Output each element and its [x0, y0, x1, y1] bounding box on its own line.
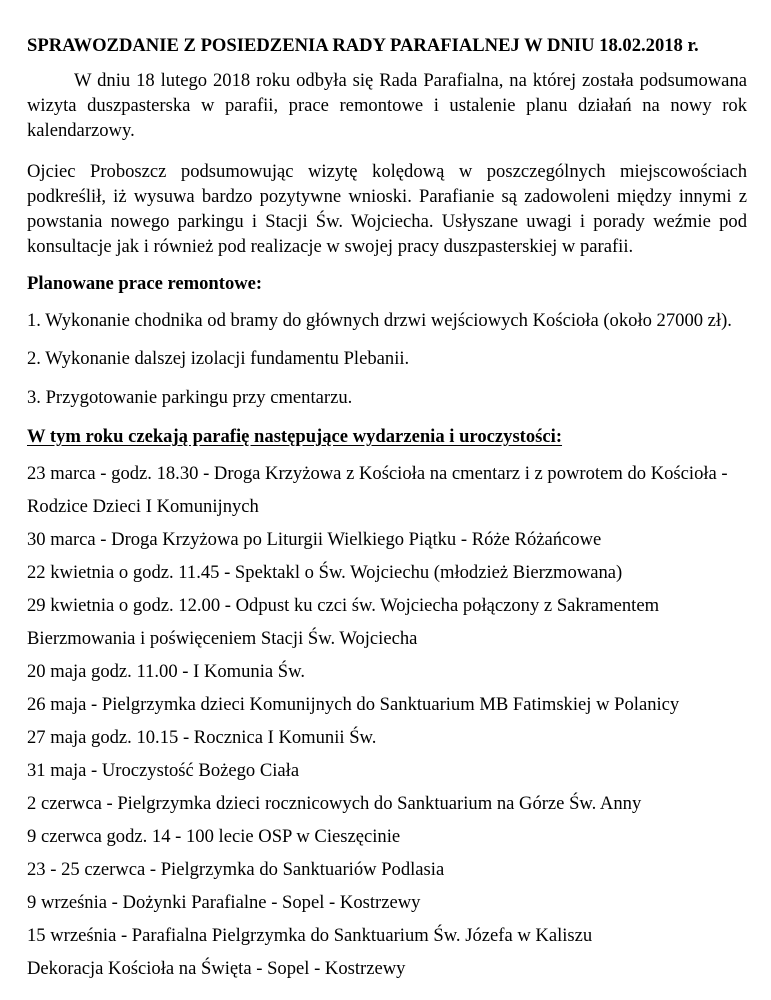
event-line: 23 - 25 czerwca - Pielgrzymka do Sanktuariów Podlasia — [27, 859, 445, 880]
planned-work-item: 2. Wykonanie dalszej izolacji fundamentu Plebanii. — [27, 348, 410, 369]
event-line: 27 maja godz. 10.15 - Rocznica I Komunii Św. — [27, 727, 377, 748]
pastor-summary-paragraph: Ojciec Proboszcz podsumowując wizytę kolędową w poszczególnych miejscowościach podkreślił, iż wysuwa bardzo pozytywne wnioski. Parafianie są zadowoleni między innymi z powstania nowego parkingu i Stacji Św. Wojciecha. Usłyszane uwagi i porady weźmie pod konsultacje jak i również pod realizacje w swojej pracy duszpasterskiej w parafii. — [27, 161, 747, 257]
events-heading: W tym roku czekają parafię następujące wydarzenia i uroczystości: — [27, 426, 563, 447]
event-line: 29 kwietnia o godz. 12.00 - Odpust ku czci św. Wojciecha połączony z Sakramentem — [27, 595, 660, 616]
event-line: 9 czerwca godz. 14 - 100 lecie OSP w Cieszęcinie — [27, 826, 401, 847]
event-line: Rodzice Dzieci I Komunijnych — [27, 496, 259, 517]
event-line: Bierzmowania i poświęceniem Stacji Św. Wojciecha — [27, 628, 418, 649]
planned-work-item: 3. Przygotowanie parkingu przy cmentarzu. — [27, 387, 353, 408]
document-title: SPRAWOZDANIE Z POSIEDZENIA RADY PARAFIALNEJ W DNIU 18.02.2018 r. — [27, 35, 699, 56]
event-line: 9 września - Dożynki Parafialne - Sopel - Kostrzewy — [27, 892, 421, 913]
planned-works-heading: Planowane prace remontowe: — [27, 273, 263, 294]
event-line: 22 kwietnia o godz. 11.45 - Spektakl o Św. Wojciechu (młodzież Bierzmowana) — [27, 562, 623, 583]
event-line: 2 czerwca - Pielgrzymka dzieci rocznicowych do Sanktuarium na Górze Św. Anny — [27, 793, 642, 814]
event-line: 23 marca - godz. 18.30 - Droga Krzyżowa z Kościoła na cmentarz i z powrotem do Kościoła - — [27, 463, 728, 484]
planned-work-item: 1. Wykonanie chodnika od bramy do głównych drzwi wejściowych Kościoła (około 27000 zł). — [27, 310, 732, 331]
event-line: 30 marca - Droga Krzyżowa po Liturgii Wielkiego Piątku - Róże Różańcowe — [27, 529, 602, 550]
event-line: 31 maja - Uroczystość Bożego Ciała — [27, 760, 300, 781]
event-line: 20 maja godz. 11.00 - I Komunia Św. — [27, 661, 305, 682]
event-line: 26 maja - Pielgrzymka dzieci Komunijnych do Sanktuarium MB Fatimskiej w Polanicy — [27, 694, 680, 715]
event-line: Dekoracja Kościoła na Święta - Sopel - Kostrzewy — [27, 958, 406, 979]
event-line: 15 września - Parafialna Pielgrzymka do Sanktuarium Św. Józefa w Kaliszu — [27, 925, 593, 946]
intro-paragraph: W dniu 18 lutego 2018 roku odbyła się Rada Parafialna, na której została podsumowana wizyta duszpasterska w parafii, prace remontowe i ustalenie planu działań na nowy rok kalendarzowy. — [27, 70, 747, 141]
